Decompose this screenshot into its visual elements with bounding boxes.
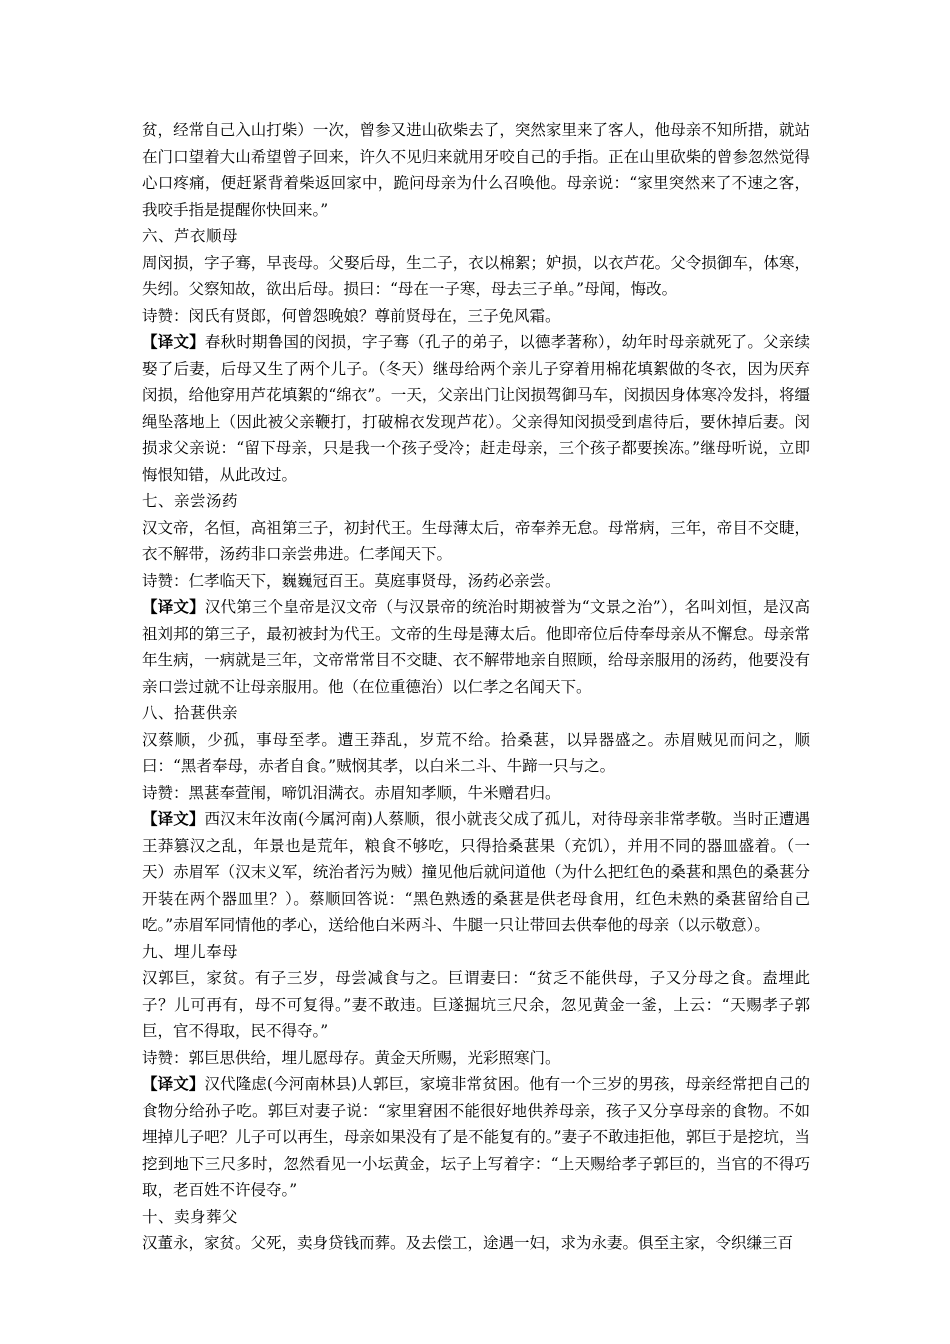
original-text: 汉蔡顺，少孤，事母至孝。遭王莽乱，岁荒不给。拾桑葚，以异器盛之。赤眉贼见而问之，顺曰：“黑者奉母，赤者自食。”贼悯其孝，以白米二斗、牛蹄一只与之。 [142,730,810,775]
poem-line: 诗赞：闵氏有贤郎，何曾怨晚娘？尊前贤母在，三子免风霜。 [142,306,561,325]
translation-text: 西汉末年汝南(今属河南)人蔡顺，很小就丧父成了孤儿，对待母亲非常孝敬。当时正遭遇王莽篡汉之乱，年景也是荒年，粮食不够吃，只得拾桑葚果（充饥），并用不同的器皿盛着。（一天）赤眉军（汉末义军，统治者污为贼）撞见他后就问道他（为什么把红色的桑葚和黑色的桑葚分开装在两个器皿里？）。蔡顺回答说：“黑色熟透的桑葚是供老母食用，红色未熟的桑葚留给自己吃。”赤眉军同情他的孝心，送给他白米两斗、牛腿一只让带回去供奉他的母亲（以示敬意）。 [142,810,810,934]
document-page [142,117,810,1257]
section-heading: 十、卖身葬父 [142,1207,239,1226]
original-text: 周闵损，字子骞，早丧母。父娶后母，生二子，衣以棉絮；妒损，以衣芦花。父令损御车，体寒，失纼。父察知故，欲出后母。损曰：“母在一子寒，母去三子单。”母闻，悔改。 [142,253,810,298]
section-heading: 九、埋儿奉母 [142,942,239,961]
translation-paragraph [142,1071,810,1204]
poem-line: 诗赞：郭巨思供给，埋儿愿母存。黄金天所赐，光彩照寒门。 [142,1048,561,1067]
translation-text: 汉代第三个皇帝是汉文帝（与汉景帝的统治时期被誉为“文景之治”），名叫刘恒，是汉高祖刘邦的第三子，最初被封为代王。文帝的生母是薄太后。他即帝位后侍奉母亲从不懈怠。母亲常年生病，一病就是三年，文帝常常目不交睫、衣不解带地亲自照顾，给母亲服用的汤药，他要没有亲口尝过就不让母亲服用。他（在位重德治）以仁孝之名闻天下。 [142,598,810,696]
translation-label: 【译文】 [142,332,205,351]
translation-label: 【译文】 [142,809,205,828]
translation-label: 【译文】 [142,1074,205,1093]
section-heading: 七、亲尝汤药 [142,492,239,510]
original-text: 汉文帝，名恒，高祖第三子，初封代王。生母薄太后，帝奉养无怠。母常病，三年，帝目不交睫，衣不解带，汤药非口亲尝弗进。仁孝闻天下。 [142,518,810,563]
section-heading: 八、拾葚供亲 [142,704,239,722]
translation-paragraph [142,594,810,700]
intro-paragraph: 贫，经常自己入山打柴）一次，曾参又进山砍柴去了，突然家里来了客人，他母亲不知所措，就站在门口望着大山希望曾子回来，许久不见归来就用牙咬自己的手指。正在山里砍柴的曾参忽然觉得心口疼痛，便赶紧背着柴返回家中，跪问母亲为什么召唤他。母亲说：“家里突然来了不速之客，我咬手指是提醒你快回来。” [142,121,810,219]
original-text: 汉郭巨，家贫。有子三岁，母尝减食与之。巨谓妻曰：“贫乏不能供母，子又分母之食。盍埋此子？儿可再有，母不可复得。”妻不敢违。巨遂掘坑三尺余，忽见黄金一釜，上云：“天赐孝子郭巨，官不得取，民不得夺。” [142,969,810,1040]
original-text: 汉董永，家贫。父死，卖身贷钱而葬。及去偿工，途遇一妇，求为永妻。俱至主家，令织缣三百 [142,1234,794,1252]
translation-paragraph [142,806,810,939]
translation-text: 春秋时期鲁国的闵损，字子骞（孔子的弟子，以德孝著称），幼年时母亲就死了。父亲续娶了后妻，后母又生了两个儿子。（冬天）继母给两个亲儿子穿着用棉花填絮做的冬衣，因为厌弃闵损，给他穿用芦花填絮的“绵衣”。一天，父亲出门让闵损驾御马车，闵损因身体寒冷发抖，将缰绳坠落地上（因此被父亲鞭打，打破棉衣发现芦花）。父亲得知闵损受到虐待后，要休掉后妻。闵损求父亲说：“留下母亲，只是我一个孩子受冷；赶走母亲，三个孩子都要挨冻。”继母听说，立即悔恨知错，从此改过。 [142,333,810,484]
translation-paragraph [142,329,810,488]
translation-label: 【译文】 [142,597,205,616]
section-heading: 六、芦衣顺母 [142,227,239,245]
poem-line: 诗赞：仁孝临天下，巍巍冠百王。莫庭事贤母，汤药必亲尝。 [142,571,561,590]
translation-text: 汉代隆虑(今河南林县)人郭巨，家境非常贫困。他有一个三岁的男孩，母亲经常把自己的食物分给孙子吃。郭巨对妻子说：“家里窘困不能很好地供养母亲，孩子又分享母亲的食物。不如埋掉儿子吧？儿子可以再生，母亲如果没有了是不能复有的。”妻子不敢违拒他，郭巨于是挖坑，当挖到地下三尺多时，忽然看见一小坛黄金，坛子上写着字：“上天赐给孝子郭巨的，当官的不得巧取，老百姓不许侵夺。” [142,1075,810,1199]
poem-line: 诗赞：黑葚奉萱闱，啼饥泪满衣。赤眉知孝顺，牛米赠君归。 [142,783,561,802]
